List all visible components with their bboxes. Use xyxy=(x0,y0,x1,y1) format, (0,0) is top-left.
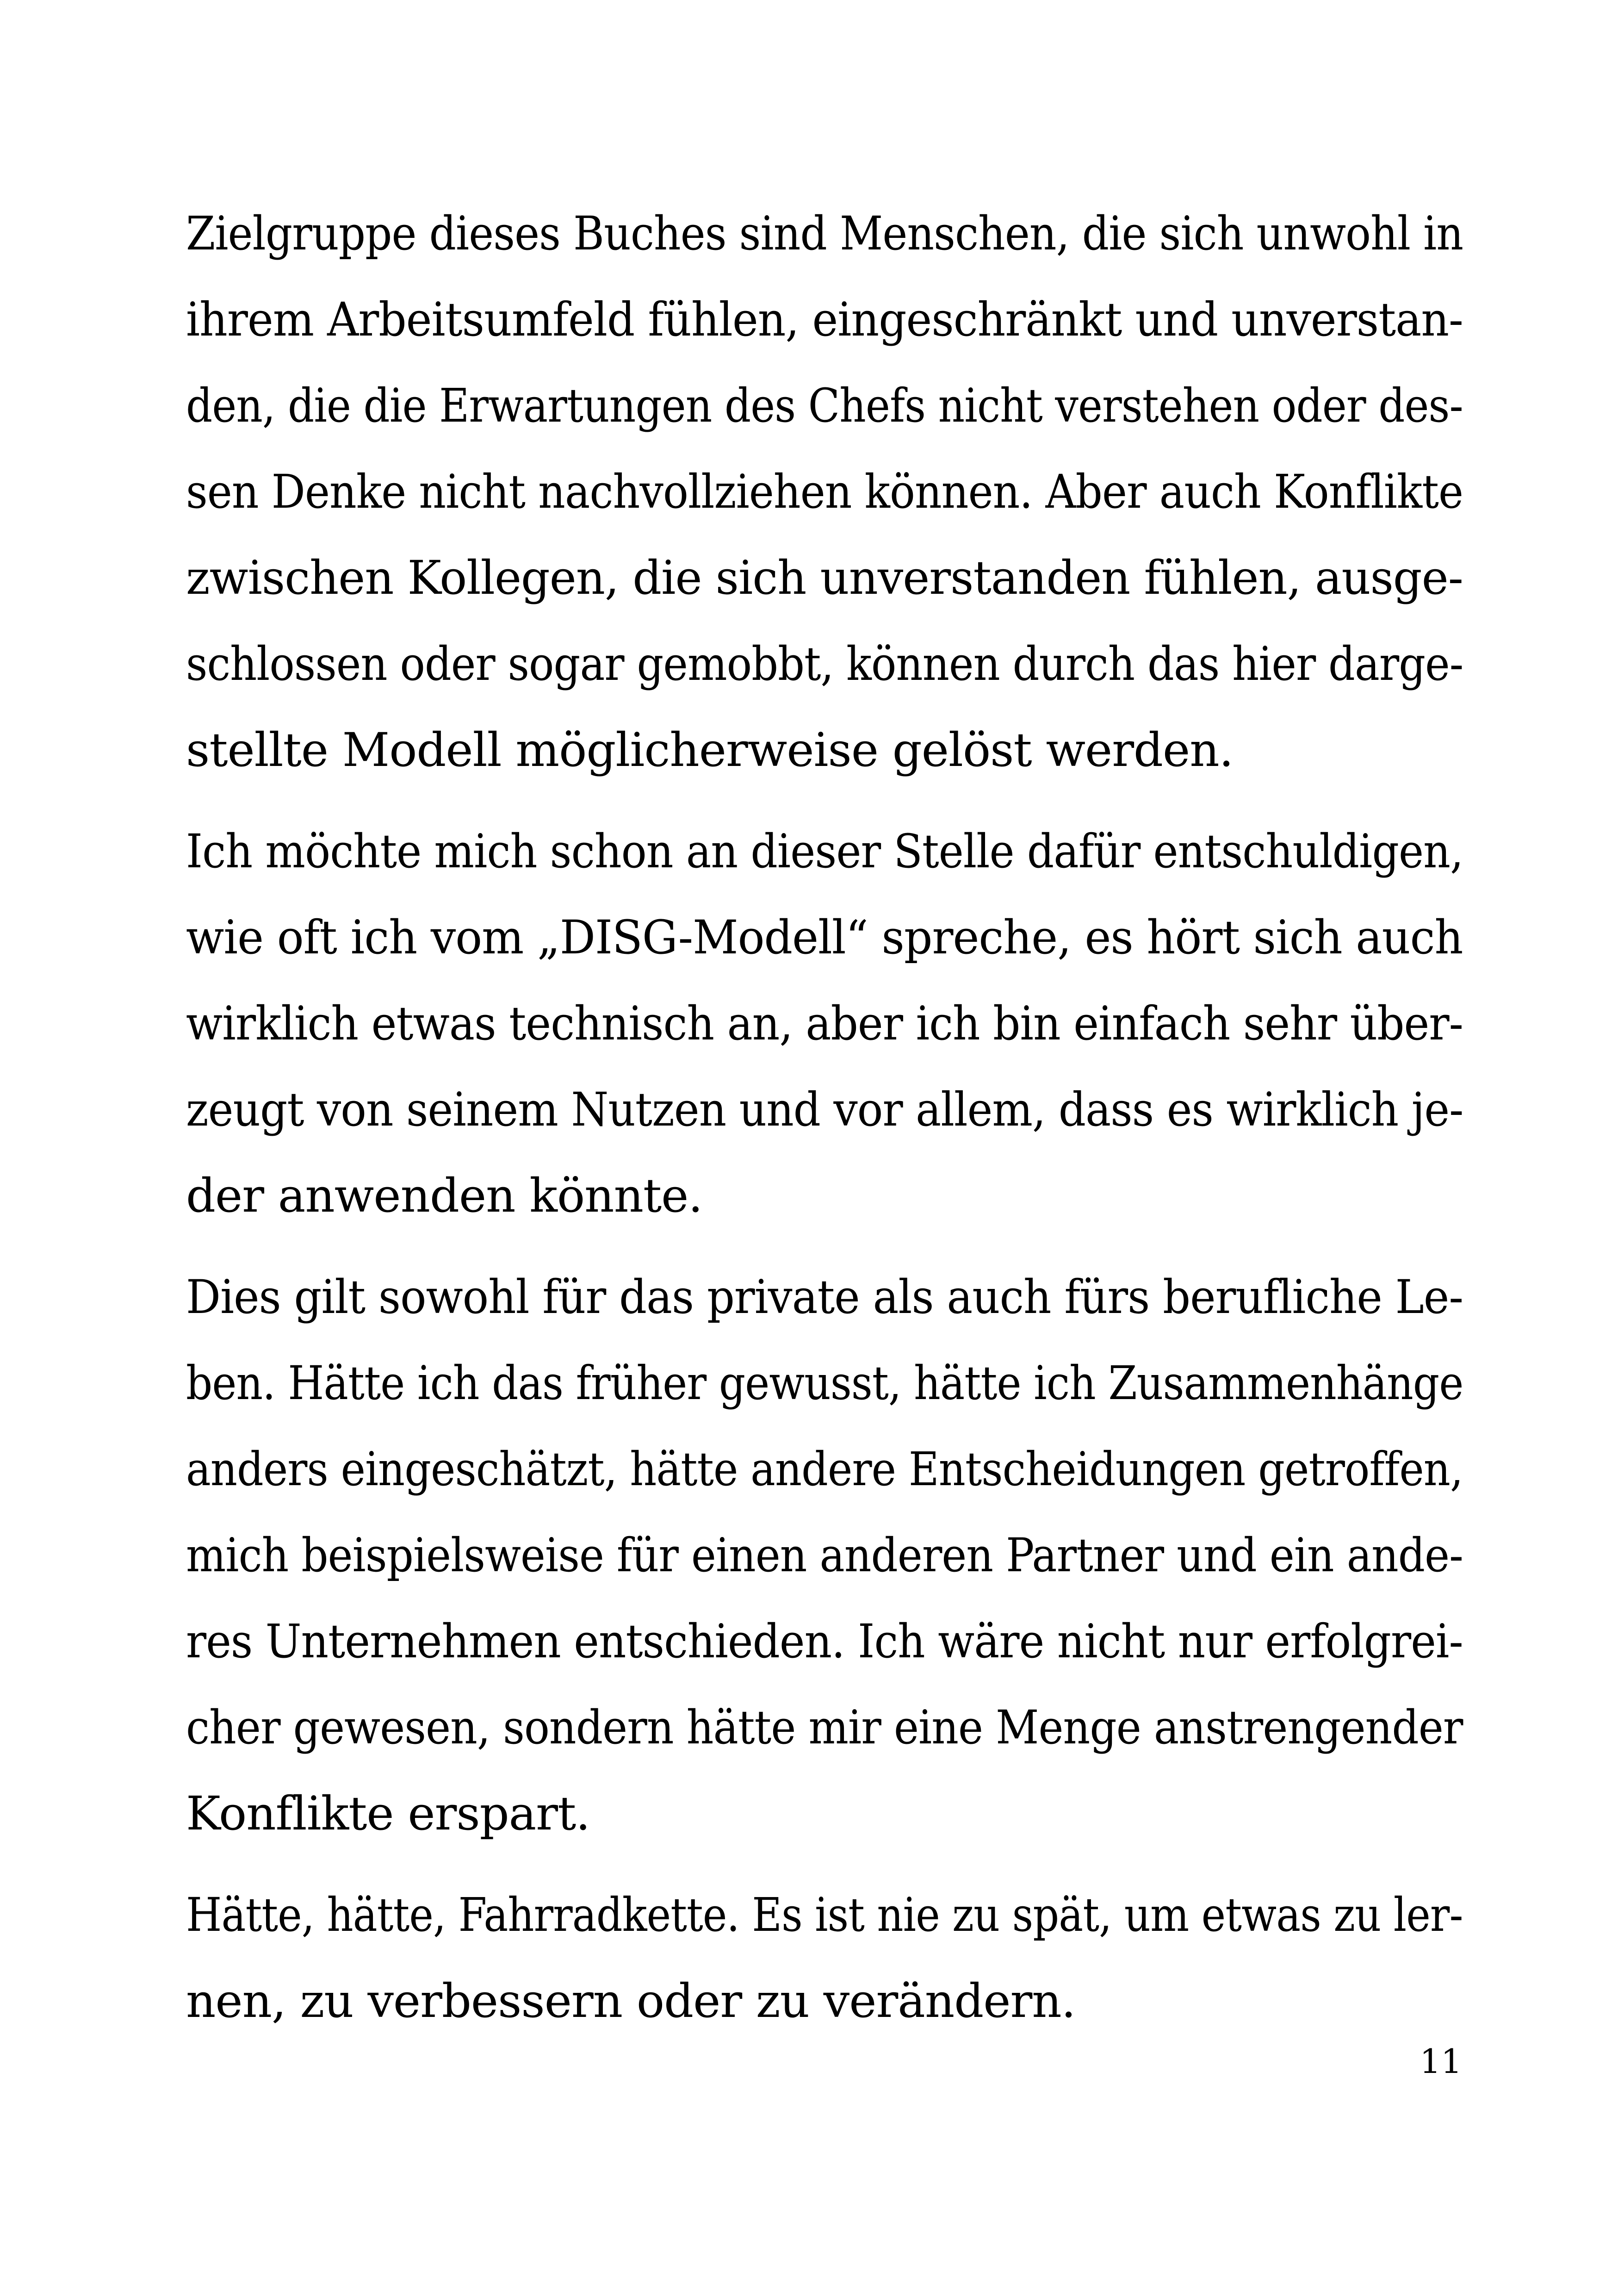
text-line: Konflikte erspart. xyxy=(186,1786,590,1841)
text-line: Zielgruppe dieses Buches sind Menschen, die sich unwohl in xyxy=(186,206,1463,261)
text-line: Hätte, hätte, Fahrradkette. Es ist nie zu spät, um etwas zu ler- xyxy=(186,1888,1463,1942)
text-line: den, die die Erwartungen des Chefs nicht verstehen oder des- xyxy=(186,379,1463,433)
text-line: anders eingeschätzt, hätte andere Entscheidungen getroffen, xyxy=(186,1442,1463,1496)
text-line: der anwenden könnte. xyxy=(186,1169,703,1223)
text-line: Ich möchte mich schon an dieser Stelle dafür entschuldigen, xyxy=(186,824,1463,878)
text-line: ihrem Arbeitsumfeld fühlen, eingeschränkt und unverstan- xyxy=(186,292,1463,347)
text-line: cher gewesen, sondern hätte mir eine Menge anstrengender xyxy=(186,1700,1463,1755)
text-line: wirklich etwas technisch an, aber ich bin einfach sehr über- xyxy=(186,996,1463,1051)
text-line: schlossen oder sogar gemobbt, können durch das hier darge- xyxy=(186,637,1463,691)
text-line: res Unternehmen entschieden. Ich wäre nicht nur erfolgrei- xyxy=(186,1614,1463,1668)
text-line: wie oft ich vom „DISG-Modell“ spreche, es hört sich auch xyxy=(186,910,1463,964)
text-line: nen, zu verbessern oder zu verändern. xyxy=(186,1974,1076,2028)
text-line: Dies gilt sowohl für das private als auch fürs berufliche Le- xyxy=(186,1270,1463,1324)
text-line: mich beispielsweise für einen anderen Partner und ein ande- xyxy=(186,1528,1463,1582)
text-line: ben. Hätte ich das früher gewusst, hätte ich Zusammenhänge xyxy=(186,1356,1463,1410)
page-number: 11 xyxy=(1420,2042,1462,2081)
text-line: stellte Modell möglicherweise gelöst werden. xyxy=(186,723,1234,777)
text-line: zeugt von seinem Nutzen und vor allem, dass es wirklich je- xyxy=(186,1083,1463,1137)
text-line: zwischen Kollegen, die sich unverstanden fühlen, ausge- xyxy=(186,551,1463,605)
text-line: sen Denke nicht nachvollziehen können. Aber auch Konflikte xyxy=(186,465,1463,519)
